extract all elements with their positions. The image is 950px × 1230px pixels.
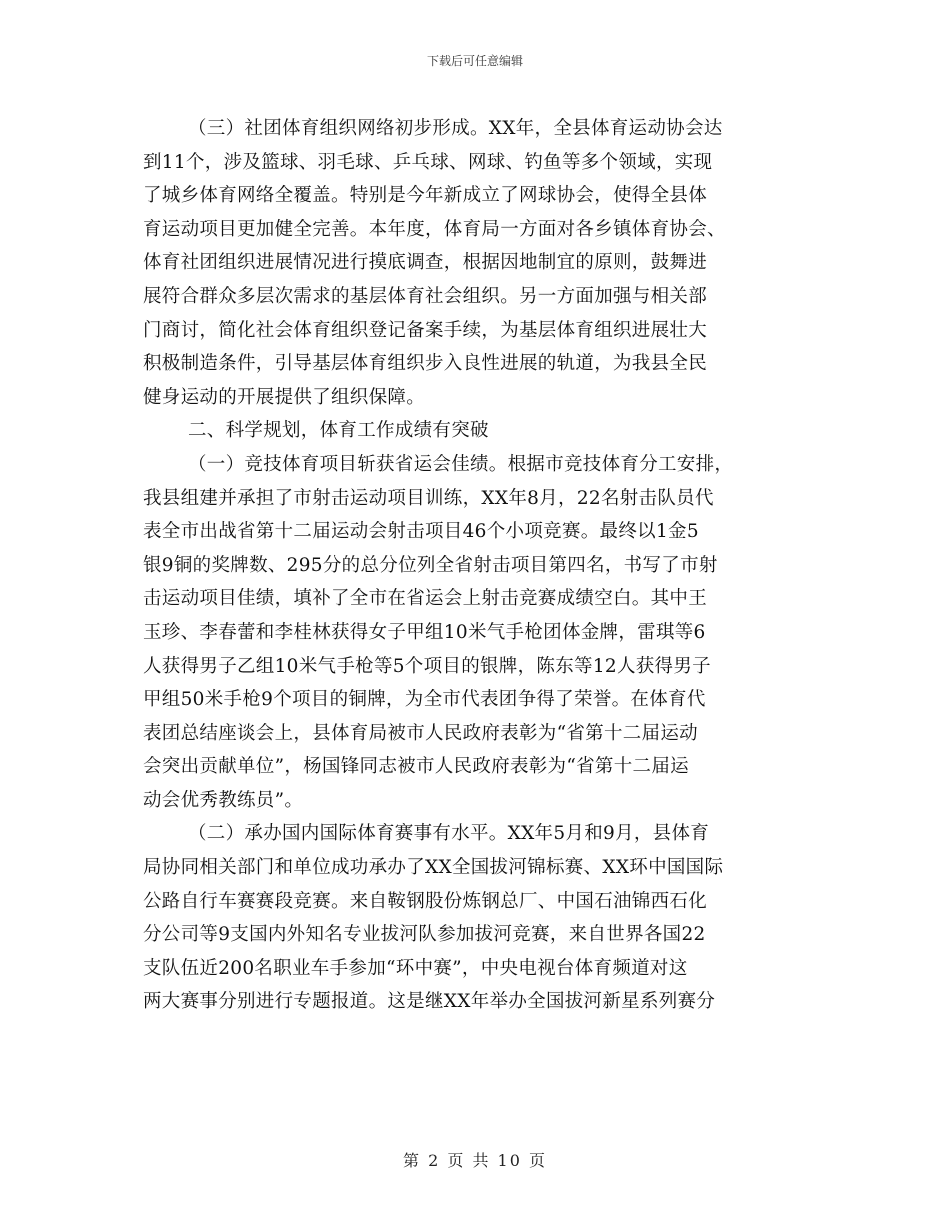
text-line: 两大赛事分别进行专题报道。这是继XX年举办全国拔河新星系列赛分 (143, 991, 716, 1013)
text-line: 积极制造条件，引导基层体育组织步入良性进展的轨道，为我县全民 (143, 353, 708, 375)
text-line: 体育社团组织进展情况进行摸底调查，根据因地制宜的原则，鼓舞进 (143, 252, 708, 274)
page-footer: 第 2 页 共 10 页 (403, 1151, 547, 1170)
document-body (143, 112, 805, 1019)
text-line: 人获得男子乙组10米气手枪等5个项目的银牌，陈东等12人获得男子 (143, 655, 711, 677)
text-line: 育运动项目更加健全完善。本年度，体育局一方面对各乡镇体育协会、 (143, 218, 726, 240)
text-line: （一）竞技体育项目斩获省运会佳绩。根据市竞技体育分工安排， (188, 453, 734, 475)
text-line: （三）社团体育组织网络初步形成。XX年，全县体育运动协会达 (188, 118, 723, 139)
text-line: 分公司等9支国内外知名专业拔河队参加拔河竞赛，来自世界各国22 (143, 924, 706, 946)
text-line: （二）承办国内国际体育赛事有水平。XX年5月和9月，县体育 (188, 823, 710, 845)
text-line: 玉珍、李春蕾和李桂林获得女子甲组10米气手枪团体金牌，雷琪等6 (143, 621, 706, 643)
text-line: 健身运动的开展提供了组织保障。 (143, 386, 426, 408)
text-line: 动会优秀教练员”。 (143, 789, 304, 811)
text-line: 银9铜的奖牌数、295分的总分位列全省射击项目第四名，书写了市射 (143, 554, 718, 576)
text-line: 支队伍近200名职业车手参加“环中赛”，中央电视台体育频道对这 (143, 957, 688, 979)
page-header: 下载后可任意编辑 (426, 54, 523, 68)
text-line: 局协同相关部门和单位成功承办了XX全国拔河锦标赛、XX环中国国际 (143, 857, 724, 879)
text-line: 会突出贡献单位”，杨国锋同志被市人民政府表彰为“省第十二届运 (143, 756, 689, 778)
text-line: 门商讨，简化社会体育组织登记备案手续，为基层体育组织进展壮大 (143, 319, 708, 341)
text-line: 我县组建并承担了市射击运动项目训练，XX年8月，22名射击队员代 (143, 487, 714, 509)
text-line: 二、科学规划，体育工作成绩有突破 (188, 420, 489, 442)
text-line: 表团总结座谈会上，县体育局被市人民政府表彰为“省第十二届运动 (143, 722, 698, 744)
text-line: 表全市出战省第十二届运动会射击项目46个小项竞赛。最终以1金5 (143, 521, 699, 543)
text-line: 击运动项目佳绩，填补了全市在省运会上射击竞赛成绩空白。其中王 (143, 588, 708, 610)
text-line: 到11个，涉及篮球、羽毛球、乒乓球、网球、钓鱼等多个领域，实现 (143, 151, 713, 173)
text-line: 公路自行车赛赛段竞赛。来自鞍钢股份炼钢总厂、中国石油锦西石化 (143, 890, 708, 912)
text-line: 甲组50米手枪9个项目的铜牌，为全市代表团争得了荣誉。在体育代 (143, 689, 706, 711)
text-line: 展符合群众多层次需求的基层体育社会组织。另一方面加强与相关部 (143, 285, 708, 307)
text-line: 了城乡体育网络全覆盖。特别是今年新成立了网球协会，使得全县体 (143, 185, 708, 207)
